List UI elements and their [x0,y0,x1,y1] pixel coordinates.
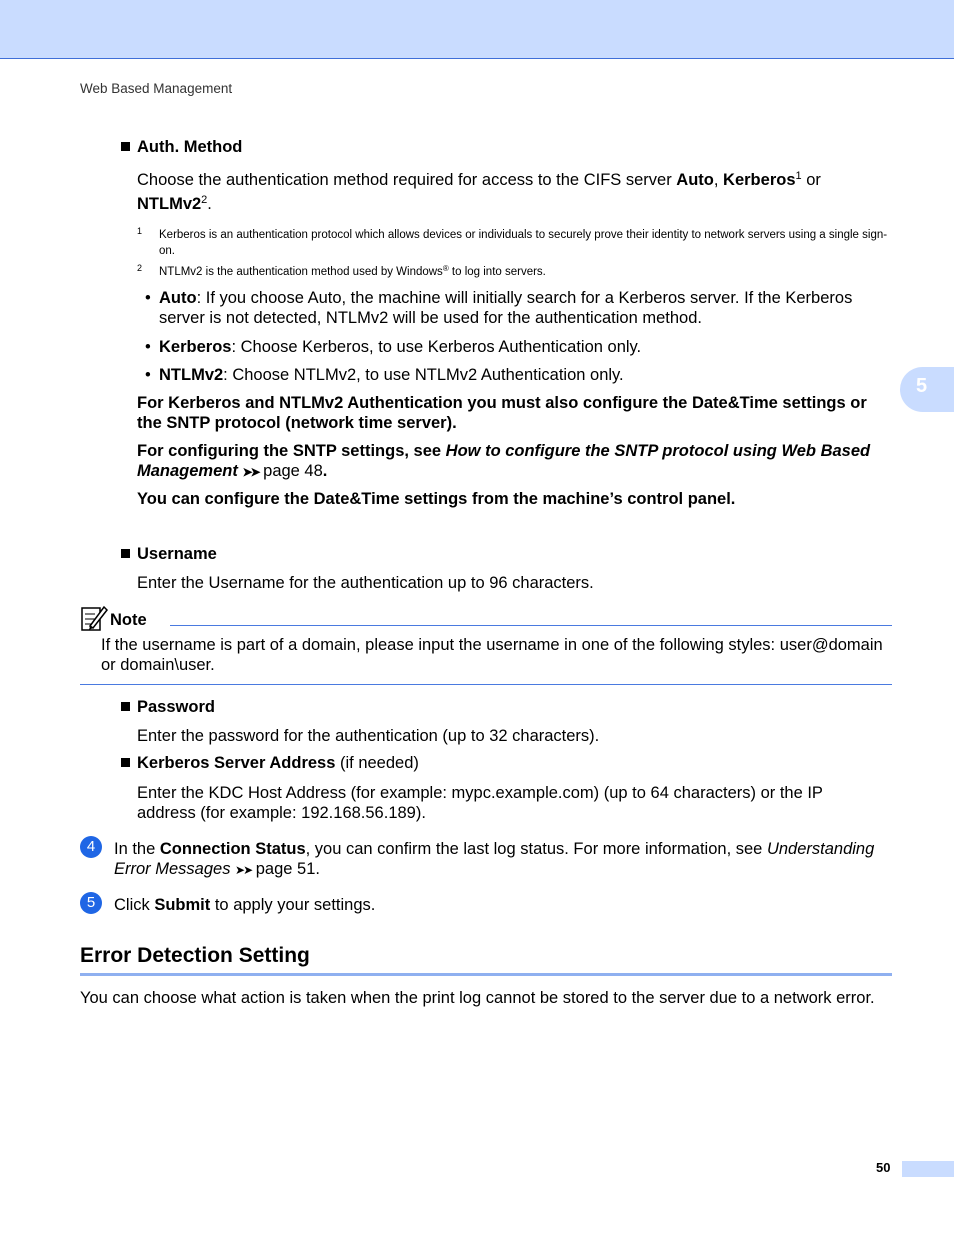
step-number-icon: 5 [80,892,102,914]
sntp-reference: For configuring the SNTP settings, see How to configure the SNTP protocol using Web Based Management ➤➤ page 48. [137,442,871,480]
running-header: Web Based Management [80,81,233,96]
auth-method-heading: Auth. Method [121,138,242,157]
username-text: Enter the Username for the authentication up to 96 characters. [137,574,594,592]
username-heading: Username [121,545,217,564]
auth-method-intro: Choose the authentication method required for access to the CIFS server Auto, Kerberos$^1$ or $NTLMv2^2$. [137,170,821,213]
bullet-auto: • Auto: If you choose Auto, the machine will initially search for a Kerberos server. If the Kerberos server is not detected, NTLMv2 will be used for the authentication method. [145,289,853,327]
section-rule [80,973,892,976]
footnote-1-text: Kerberos is an authentication protocol which allows devices or individuals to securely prove their identity to network servers using a single sign-on. [159,229,888,257]
note-pencil-icon [80,604,108,637]
error-section-text: You can choose what action is taken when the print log cannot be stored to the server due to a network error. [80,989,875,1007]
note-top-rule [170,625,892,626]
error-messages-link[interactable]: Understanding Error Messages [114,840,875,878]
password-heading: Password [121,698,215,717]
bullet-kerberos: • Kerberos: Choose Kerberos, to use Kerberos Authentication only. [145,338,642,356]
kerberos-ntlm-note: For Kerberos and NTLMv2 Authentication you must also configure the Date&Time settings or the SNTP protocol (network time server). [137,394,867,432]
footer-tab [902,1161,954,1177]
step-5-text: Click Submit to apply your settings. [114,896,376,914]
square-bullet-icon [121,142,130,151]
kdc-heading: Kerberos Server Address (if needed) [121,754,419,773]
section-title: Error Detection Setting [80,944,310,967]
square-bullet-icon [121,549,130,558]
sntp-link[interactable]: How to configure the SNTP protocol using Web Based Management [137,442,871,480]
step-4-text: In the Connection Status, you can confirm the last log status. For more information, see Understanding Error Messages ➤➤ page 51. [114,840,875,878]
note-label: Note [110,611,147,629]
password-text: Enter the password for the authentication (up to 32 characters). [137,727,600,745]
note-bottom-rule [80,684,892,685]
square-bullet-icon [121,702,130,711]
square-bullet-icon [121,758,130,767]
chapter-number: 5 [916,375,928,397]
header-band [0,0,954,59]
double-arrow-icon: ➤➤ [235,863,252,877]
kdc-text: Enter the KDC Host Address (for example: mypc.example.com) (up to 64 characters) or the IP address (for example: 192.168.56.189). [137,784,823,822]
note-text: If the username is part of a domain, please input the username in one of the following styles: user@domain or domain\user. [101,636,883,674]
footnote-1-number: 1 [137,226,143,236]
double-arrow-icon: ➤➤ [242,465,259,479]
bullet-ntlmv2: • NTLMv2: Choose NTLMv2, to use NTLMv2 Authentication only. [145,366,624,384]
step-number-icon: 4 [80,836,102,858]
footnote-2-text: NTLMv2 is the authentication method used by Windows® to log into servers. [159,264,546,278]
page-number: 50 [876,1160,891,1175]
date-time-note: You can configure the Date&Time settings from the machine’s control panel. [137,490,736,508]
footnote-2-number: 2 [137,263,143,273]
